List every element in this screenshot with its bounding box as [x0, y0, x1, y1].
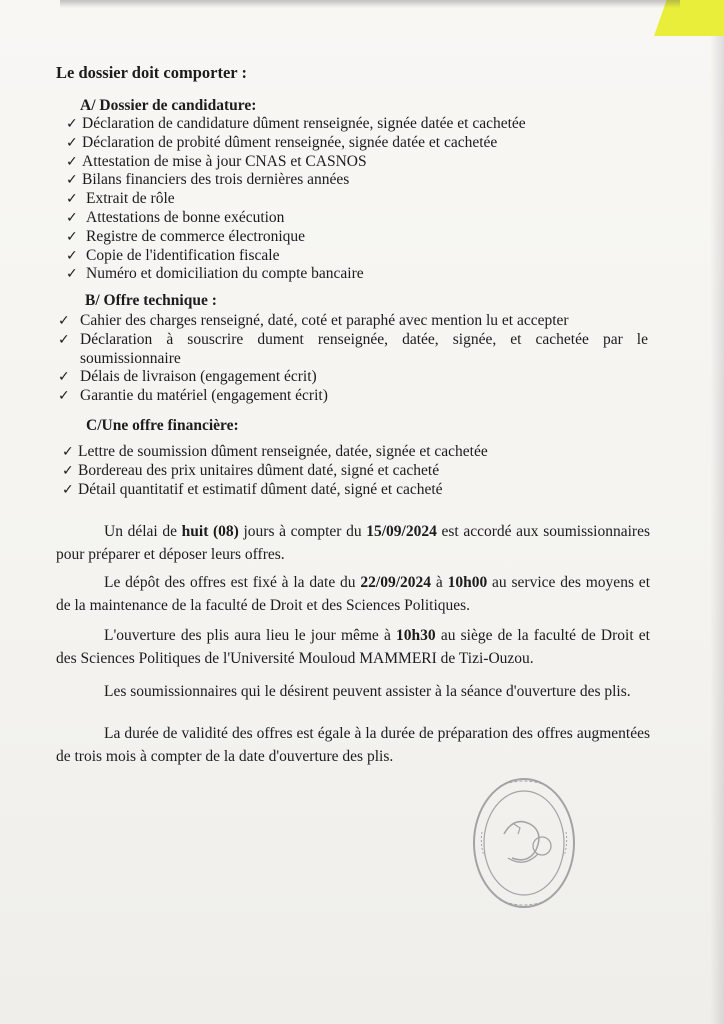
paragraph-delay: Un délai de huit (08) jours à compter du 15/09/2024 est accordé aux soumissionnaires pour préparer et déposer leurs offres.	[56, 523, 650, 563]
page-top-shadow	[60, 0, 680, 8]
check-mark-icon: ✓	[66, 191, 78, 208]
list-item: ✓ Bilans financiers des trois dernières années	[66, 171, 350, 189]
paragraph-attendance: Les soumissionnaires qui le désirent peuvent assister à la séance d'ouverture des plis.	[104, 683, 631, 700]
list-item: ✓ Détail quantitatif et estimatif dûment daté, signé et cacheté	[62, 480, 443, 498]
list-item: ✓ Registre de commerce électronique	[66, 227, 306, 245]
section-a-list	[66, 115, 626, 284]
check-mark-icon: ✓	[66, 153, 78, 170]
check-mark-icon: ✓	[58, 388, 70, 405]
check-mark-icon: ✓	[66, 228, 78, 245]
check-mark-icon: ✓	[62, 462, 74, 479]
list-item: ✓ Attestations de bonne exécution	[66, 208, 285, 226]
section-b-title: B/ Offre technique :	[85, 292, 217, 309]
list-item: ✓ Extrait de rôle	[66, 190, 175, 208]
check-mark-icon: ✓	[58, 331, 70, 348]
list-item: ✓ Lettre de soumission dûment renseignée, datée, signée et cachetée	[62, 443, 488, 460]
section-b-list	[58, 312, 648, 406]
section-a-title: A/ Dossier de candidature:	[80, 97, 257, 114]
check-mark-icon: ✓	[66, 247, 78, 264]
list-item: ✓ Copie de l'identification fiscale	[66, 246, 280, 264]
paragraph-deposit: Le dépôt des offres est fixé à la date du 22/09/2024 à 10h00 au service des moyens et de la maintenance de la faculté de Droit et des Sciences Politiques.	[56, 574, 650, 614]
list-item: ✓ Attestation de mise à jour CNAS et CASNOS	[66, 152, 367, 170]
check-mark-icon: ✓	[66, 209, 78, 226]
section-c-list	[62, 443, 642, 499]
list-item: ✓ Garantie du matériel (engagement écrit)	[58, 387, 328, 405]
check-mark-icon: ✓	[58, 313, 70, 329]
check-mark-icon: ✓	[66, 116, 78, 132]
section-c-title: C/Une offre financière:	[86, 417, 239, 434]
official-stamp-icon	[470, 774, 578, 912]
list-item: ✓ Numéro et domiciliation du compte bancaire	[66, 265, 364, 283]
paragraph-validity: La durée de validité des offres est égale à la durée de préparation des offres augmentées de trois mois à compter de la date d'ouverture des plis.	[56, 725, 650, 765]
list-item: ✓ Déclaration de probité dûment renseignée, signée datée et cachetée	[66, 133, 498, 151]
list-item: ✓ Bordereau des prix unitaires dûment daté, signé et cacheté	[62, 461, 440, 479]
check-mark-icon: ✓	[62, 481, 74, 498]
check-mark-icon: ✓	[66, 172, 78, 189]
check-mark-icon: ✓	[66, 134, 78, 151]
document-heading: Le dossier doit comporter :	[56, 63, 247, 82]
check-mark-icon: ✓	[66, 266, 78, 283]
list-item: ✓ Cahier des charges renseigné, daté, coté et paraphé avec mention lu et accepter	[58, 312, 569, 329]
check-mark-icon: ✓	[62, 444, 74, 460]
list-item: ✓ Déclaration de candidature dûment renseignée, signée datée et cachetée	[66, 115, 526, 132]
list-item: ✓ Déclaration à souscrire dument renseignée, datée, signée, et cachetée par le soumissionnaire	[58, 330, 648, 367]
check-mark-icon: ✓	[58, 369, 70, 386]
page-right-fold	[710, 36, 724, 1024]
paragraph-opening: L'ouverture des plis aura lieu le jour même à 10h30 au siège de la faculté de Droit et des Sciences Politiques de l'Université Mouloud MAMMERI de Tizi-Ouzou.	[56, 627, 650, 667]
list-item: ✓ Délais de livraison (engagement écrit)	[58, 368, 317, 386]
